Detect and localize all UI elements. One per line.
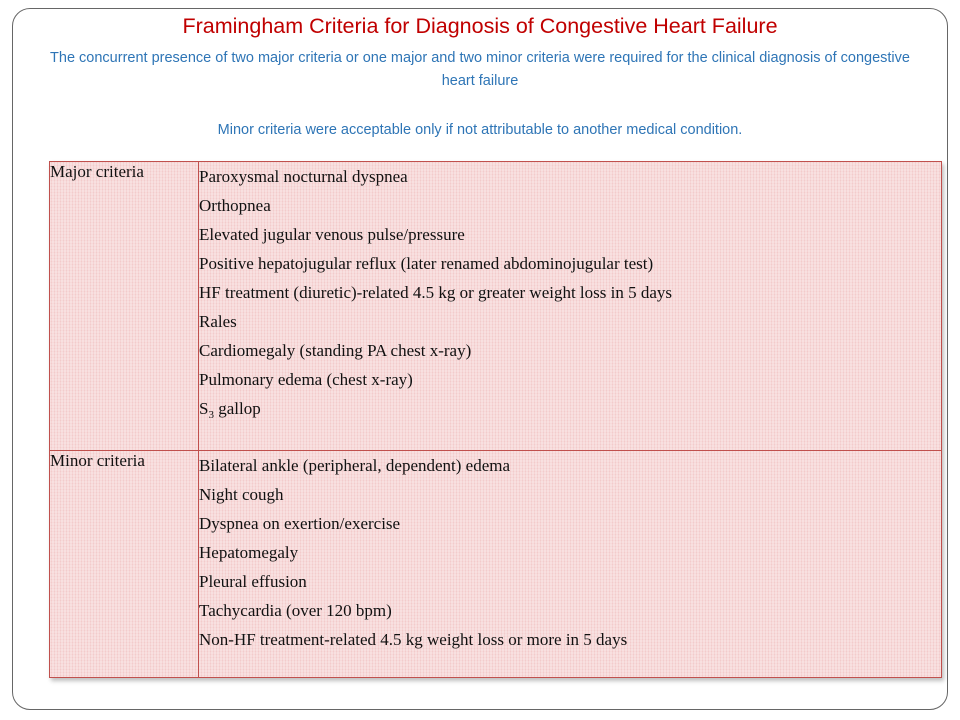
slide-title: Framingham Criteria for Diagnosis of Congestive Heart Failure (182, 14, 778, 38)
list-item: Tachycardia (over 120 bpm) (199, 601, 392, 620)
table-row-major (50, 162, 942, 451)
list-item: Pleural effusion (199, 572, 307, 591)
list-item: Dyspnea on exertion/exercise (199, 514, 401, 533)
list-item: Pulmonary edema (chest x-ray) (199, 370, 413, 389)
list-item: Paroxysmal nocturnal dyspnea (199, 167, 408, 186)
list-item: Elevated jugular venous pulse/pressure (199, 225, 465, 244)
major-criteria-label: Major criteria (50, 162, 199, 451)
list-item: Non-HF treatment-related 4.5 kg weight loss or more in 5 days (199, 630, 628, 649)
list-item: Night cough (199, 485, 284, 504)
slide-note: Minor criteria were acceptable only if not attributable to another medical condition. (217, 122, 743, 138)
list-item: Bilateral ankle (peripheral, dependent) edema (199, 456, 511, 475)
s3-suffix: gallop (213, 399, 261, 418)
list-item: Cardiomegaly (standing PA chest x-ray) (199, 341, 472, 360)
list-item: Hepatomegaly (199, 543, 299, 562)
major-criteria-list (199, 162, 942, 451)
s3-subscript: 3 (208, 409, 214, 421)
criteria-table (49, 161, 942, 678)
list-item: Positive hepatojugular reflux (later renamed abdominojugular test) (199, 254, 654, 273)
minor-criteria-label: Minor criteria (50, 451, 199, 678)
list-item: Rales (199, 312, 237, 331)
s3-prefix: S (199, 399, 209, 418)
list-item: Orthopnea (199, 196, 271, 215)
list-item-s3-gallop (199, 394, 941, 430)
table-row-minor (50, 451, 942, 678)
list-item: HF treatment (diuretic)-related 4.5 kg or greater weight loss in 5 days (199, 283, 673, 302)
minor-criteria-list (199, 451, 942, 678)
slide-subtitle: The concurrent presence of two major criteria or one major and two minor criteria were required for the clinical diagnosis of congestive heart failure (50, 50, 910, 89)
